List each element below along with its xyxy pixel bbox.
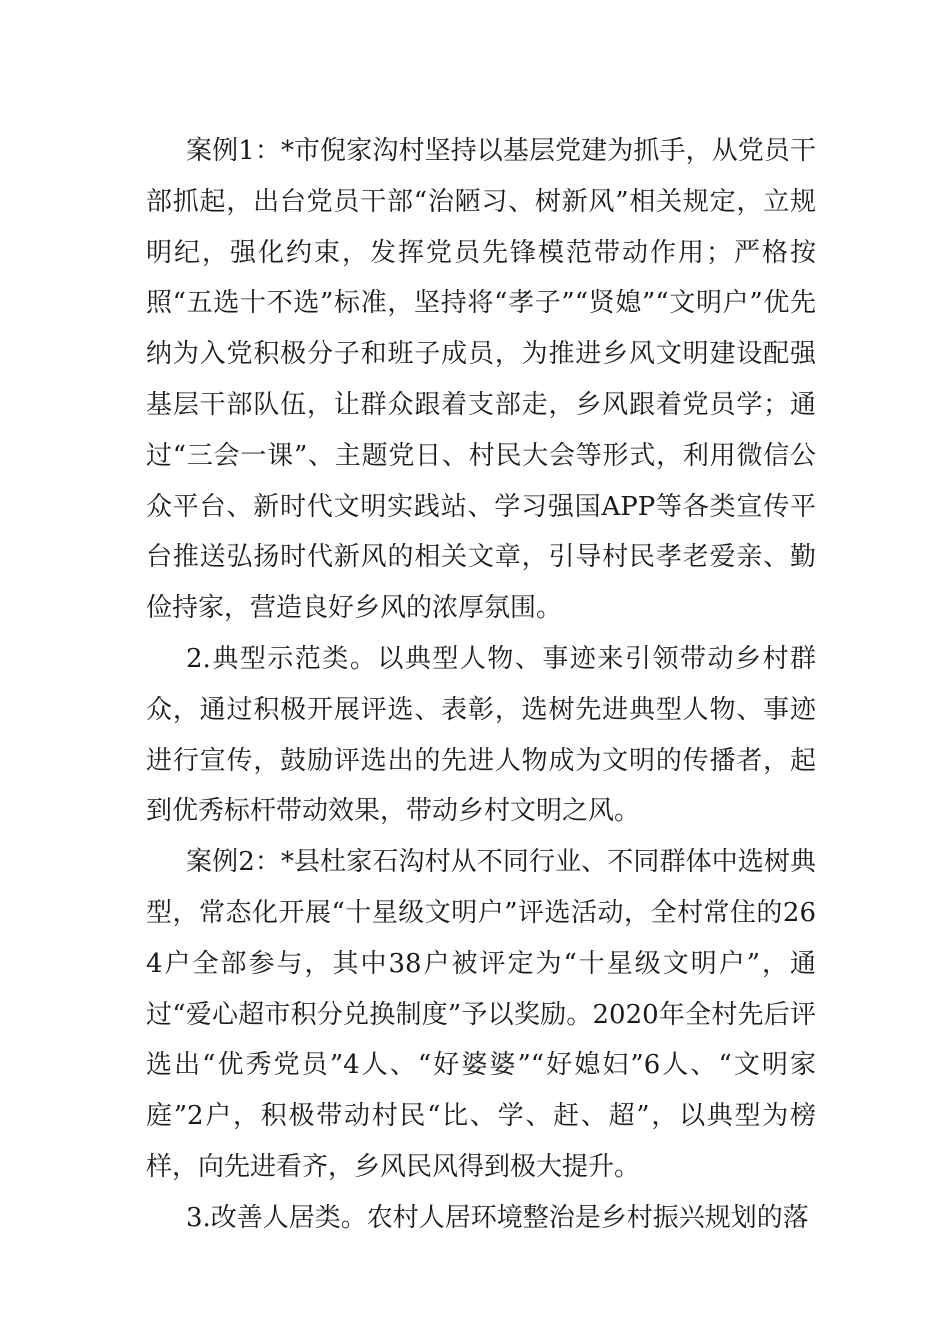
document-body bbox=[146, 126, 816, 1244]
paragraph-case-2: 案例2：*县杜家石沟村从不同行业、不同群体中选树典型，常态化开展“十星级文明户”评选活动，全村常住的264户全部参与，其中38户被评定为“十星级文明户”，通过“爱心超市积分兑换制度”予以奖励。2020年全村先后评选出“优秀党员”4人、“好婆婆”“好媳妇”6人、“文明家庭”2户，积极带动村民“比、学、赶、超”，以典型为榜样，向先进看齐，乡风民风得到极大提升。 bbox=[146, 847, 816, 1182]
paragraph-living-environment: 3.改善人居类。农村人居环境整治是乡村振兴规划的落 bbox=[186, 1202, 809, 1233]
paragraph-typical-demonstration: 2.典型示范类。以典型人物、事迹来引领带动乡村群众，通过积极开展评选、表彰，选树先进典型人物、事迹进行宣传，鼓励评选出的先进人物成为文明的传播者，起到优秀标杆带动效果，带动乡村文明之风。 bbox=[146, 643, 816, 827]
paragraph-case-1: 案例1：*市倪家沟村坚持以基层党建为抓手，从党员干部抓起，出台党员干部“治陋习、树新风”相关规定，立规明纪，强化约束，发挥党员先锋模范带动作用；严格按照“五选十不选”标准，坚持将“孝子”“贤媳”“文明户”优先纳为入党积极分子和班子成员，为推进乡风文明建设配强基层干部队伍，让群众跟着支部走，乡风跟着党员学；通过“三会一课”、主题党日、村民大会等形式，利用微信公众平台、新时代文明实践站、学习强国APP等各类宣传平台推送弘扬时代新风的相关文章，引导村民孝老爱亲、勤俭持家，营造良好乡风的浓厚氛围。 bbox=[146, 136, 816, 624]
